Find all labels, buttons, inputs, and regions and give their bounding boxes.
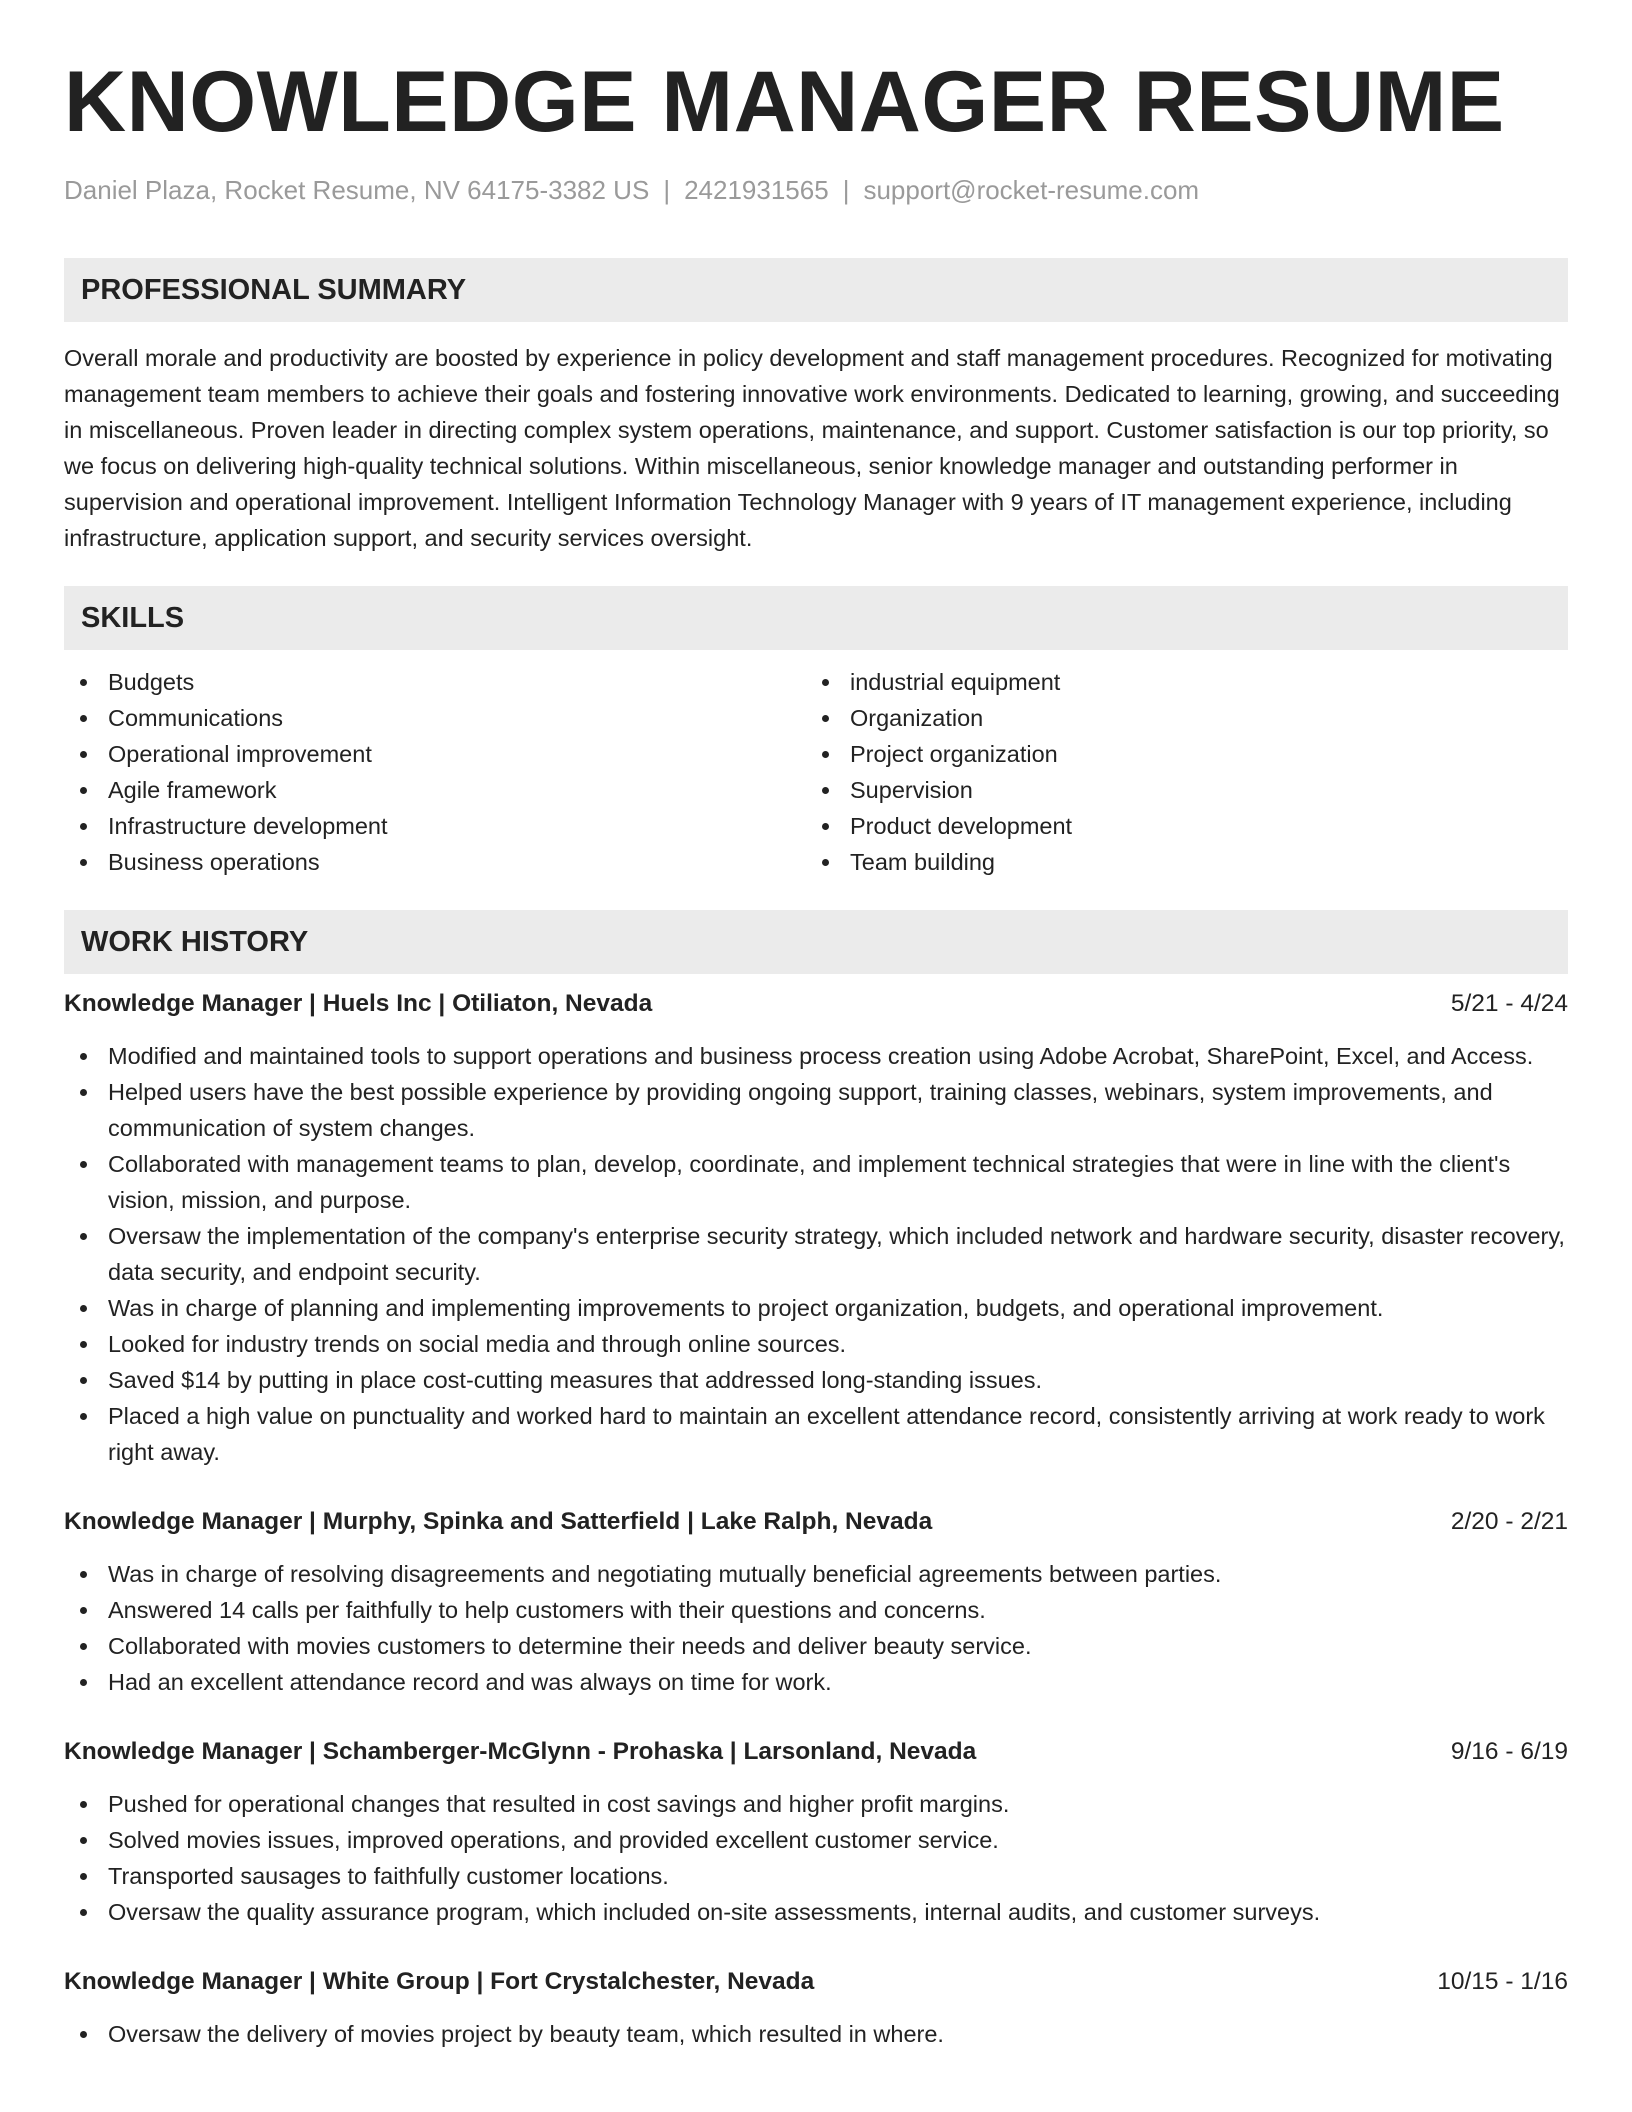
job-bullets bbox=[64, 1786, 1568, 1930]
section-heading-summary: PROFESSIONAL SUMMARY bbox=[64, 258, 1568, 322]
job-bullet: Collaborated with movies customers to determine their needs and deliver beauty service. bbox=[108, 1628, 1568, 1664]
job-entry bbox=[64, 1504, 1568, 1700]
contact-separator: | bbox=[842, 175, 850, 205]
contact-phone: 2421931565 bbox=[684, 175, 829, 205]
job-bullet: Collaborated with management teams to plan, develop, coordinate, and implement technical strategies that were in line with the client's vision, mission, and purpose. bbox=[108, 1146, 1568, 1218]
skill-item: industrial equipment bbox=[850, 664, 1548, 700]
skill-item: Communications bbox=[108, 700, 806, 736]
job-bullet: Helped users have the best possible experience by providing ongoing support, training classes, webinars, system improvements, and communication of system changes. bbox=[108, 1074, 1568, 1146]
job-bullet: Oversaw the implementation of the company's enterprise security strategy, which included network and hardware security, disaster recovery, data security, and endpoint security. bbox=[108, 1218, 1568, 1290]
job-dates: 2/20 - 2/21 bbox=[1450, 1508, 1568, 1535]
job-title: Knowledge Manager | White Group | Fort Crystalchester, Nevada bbox=[64, 1968, 815, 1995]
job-dates: 10/15 - 1/16 bbox=[1437, 1968, 1568, 1995]
job-bullet: Solved movies issues, improved operations, and provided excellent customer service. bbox=[108, 1822, 1568, 1858]
skill-item: Team building bbox=[850, 844, 1548, 880]
skill-item: Organization bbox=[850, 700, 1548, 736]
skill-item: Supervision bbox=[850, 772, 1548, 808]
job-bullet: Modified and maintained tools to support operations and business process creation using Adobe Acrobat, SharePoint, Excel, and Access. bbox=[108, 1038, 1568, 1074]
job-header bbox=[64, 986, 1568, 1022]
contact-line bbox=[64, 174, 1568, 206]
skill-item: Agile framework bbox=[108, 772, 806, 808]
job-title: Knowledge Manager | Huels Inc | Otiliaton, Nevada bbox=[64, 990, 653, 1017]
job-bullet: Looked for industry trends on social media and through online sources. bbox=[108, 1326, 1568, 1362]
job-header bbox=[64, 1504, 1568, 1540]
job-bullet: Was in charge of resolving disagreements and negotiating mutually beneficial agreements between parties. bbox=[108, 1556, 1568, 1592]
job-bullet: Pushed for operational changes that resulted in cost savings and higher profit margins. bbox=[108, 1786, 1568, 1822]
job-header bbox=[64, 1964, 1568, 2000]
resume-page bbox=[64, 0, 1568, 2052]
job-bullet: Saved $14 by putting in place cost-cutting measures that addressed long-standing issues. bbox=[108, 1362, 1568, 1398]
job-dates: 5/21 - 4/24 bbox=[1450, 990, 1568, 1017]
section-heading-work-history: WORK HISTORY bbox=[64, 910, 1568, 974]
job-bullet: Oversaw the quality assurance program, which included on-site assessments, internal audits, and customer surveys. bbox=[108, 1894, 1568, 1930]
job-entry bbox=[64, 986, 1568, 1470]
job-entry bbox=[64, 1964, 1568, 2052]
skill-item: Infrastructure development bbox=[108, 808, 806, 844]
job-bullet: Had an excellent attendance record and was always on time for work. bbox=[108, 1664, 1568, 1700]
skills-column-right bbox=[806, 664, 1548, 880]
job-bullet: Placed a high value on punctuality and worked hard to maintain an excellent attendance record, consistently arriving at work ready to work right away. bbox=[108, 1398, 1568, 1470]
skill-item: Operational improvement bbox=[108, 736, 806, 772]
summary-text: Overall morale and productivity are boosted by experience in policy development and staff management procedures. Recognized for motivating management team members to achieve their goals and fostering innovative work environments. Dedicated to learning, growing, and succeeding in miscellaneous. Proven leader in directing complex system operations, maintenance, and support. Customer satisfaction is our top priority, so we focus on delivering high-quality technical solutions. Within miscellaneous, senior knowledge manager and outstanding performer in supervision and operational improvement. Intelligent Information Technology Manager with 9 years of IT management experience, including infrastructure, application support, and security services oversight. bbox=[64, 345, 1560, 551]
skills-column-left bbox=[64, 664, 806, 880]
section-heading-skills: SKILLS bbox=[64, 586, 1568, 650]
job-dates: 9/16 - 6/19 bbox=[1450, 1738, 1568, 1765]
contact-separator: | bbox=[663, 175, 671, 205]
job-bullets bbox=[64, 1556, 1568, 1700]
page-title: KNOWLEDGE MANAGER RESUME bbox=[64, 54, 1505, 150]
job-bullets bbox=[64, 2016, 1568, 2052]
skills-list bbox=[64, 664, 1568, 880]
skill-item: Business operations bbox=[108, 844, 806, 880]
job-bullet: Oversaw the delivery of movies project by beauty team, which resulted in where. bbox=[108, 2016, 1568, 2052]
job-bullet: Was in charge of planning and implementing improvements to project organization, budgets, and operational improvement. bbox=[108, 1290, 1568, 1326]
job-title: Knowledge Manager | Schamberger-McGlynn - Prohaska | Larsonland, Nevada bbox=[64, 1738, 977, 1765]
job-header bbox=[64, 1734, 1568, 1770]
skill-item: Project organization bbox=[850, 736, 1548, 772]
job-bullet: Answered 14 calls per faithfully to help customers with their questions and concerns. bbox=[108, 1592, 1568, 1628]
contact-email: support@rocket-resume.com bbox=[863, 175, 1200, 205]
skill-item: Product development bbox=[850, 808, 1548, 844]
contact-address: Daniel Plaza, Rocket Resume, NV 64175-3382 US bbox=[64, 175, 650, 205]
job-bullet: Transported sausages to faithfully customer locations. bbox=[108, 1858, 1568, 1894]
job-title: Knowledge Manager | Murphy, Spinka and Satterfield | Lake Ralph, Nevada bbox=[64, 1508, 933, 1535]
skill-item: Budgets bbox=[108, 664, 806, 700]
job-entry bbox=[64, 1734, 1568, 1930]
job-bullets bbox=[64, 1038, 1568, 1470]
